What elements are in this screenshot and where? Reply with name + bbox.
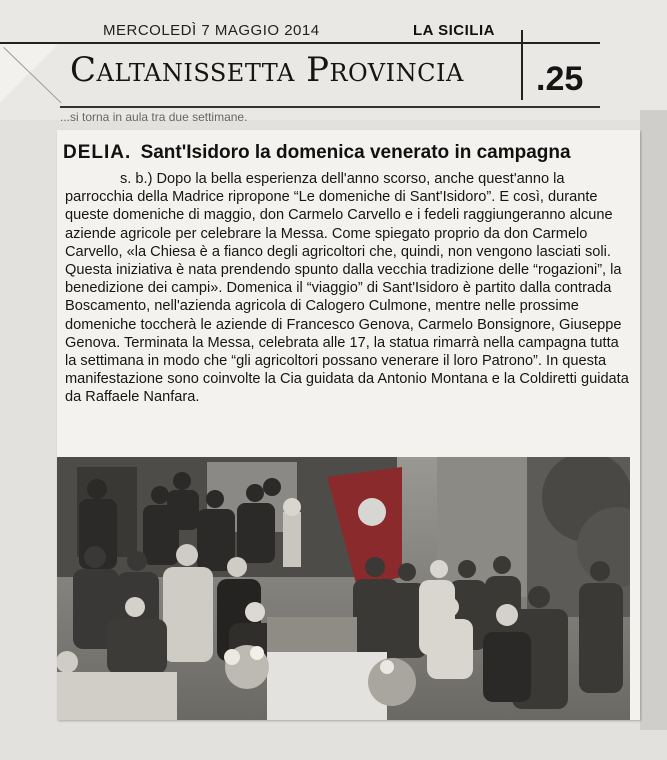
- newspaper-name: LA SICILIA: [413, 22, 495, 39]
- clipped-text-line: ...si torna in aula tra due settimane.: [60, 110, 248, 122]
- article-clipping: [57, 130, 640, 720]
- section-rule: [60, 106, 600, 108]
- issue-date: MERCOLEDÌ 7 MAGGIO 2014: [103, 22, 320, 39]
- page-number: .25: [536, 60, 584, 98]
- masthead-rule: [0, 42, 600, 44]
- article-body-text: s. b.) Dopo la bella esperienza dell'anno scorso, anche quest'anno la parrocchia della Madrice ripropone “Le domeniche di Sant'Isidoro”. E così, durante queste domeniche di maggio, don Carmelo Carvello e i fedeli raggiungeranno alcune aziende agricole per celebrare la Messa. Come spiegato proprio da don Carmelo Carvello, «la Chiesa è a fianco degli agricoltori che, quindi, non vengono lasciati soli. Questa iniziativa è nata prendendo spunto dalla vecchia tradizione delle “rogazioni”, la benedizione dei campi». Domenica il “viaggio” di Sant'Isidoro è partito dalla contrada Boscamento, nell'azienda agricola di Calogero Culmone, mentre nelle prossime domeniche toccherà le aziende di Francesco Genova, Carmelo Bonsignore, Giuseppe Genova. Terminata la Messa, celebrata alle 17, la statua rimarrà nella campagna tutta la settimana in modo che “gli agricoltori possano venerare il loro Patrono”. In questa manifestazione sono coinvolte la Cia guidata da Antonio Montana e la Coldiretti guidata da Raffaele Nanfara.: [65, 171, 629, 406]
- article-headline: [63, 142, 633, 164]
- article-location: DELIA.: [63, 142, 132, 163]
- article-body: [65, 170, 631, 407]
- masthead: [0, 0, 667, 120]
- group-photo-illustration: [57, 457, 630, 720]
- section-title: Caltanissetta Provincia: [70, 50, 464, 90]
- article-photo: [57, 457, 630, 720]
- masthead-divider: [521, 30, 523, 100]
- page-edge: [640, 110, 667, 730]
- headline-text: Sant'Isidoro la domenica venerato in campagna: [140, 142, 571, 163]
